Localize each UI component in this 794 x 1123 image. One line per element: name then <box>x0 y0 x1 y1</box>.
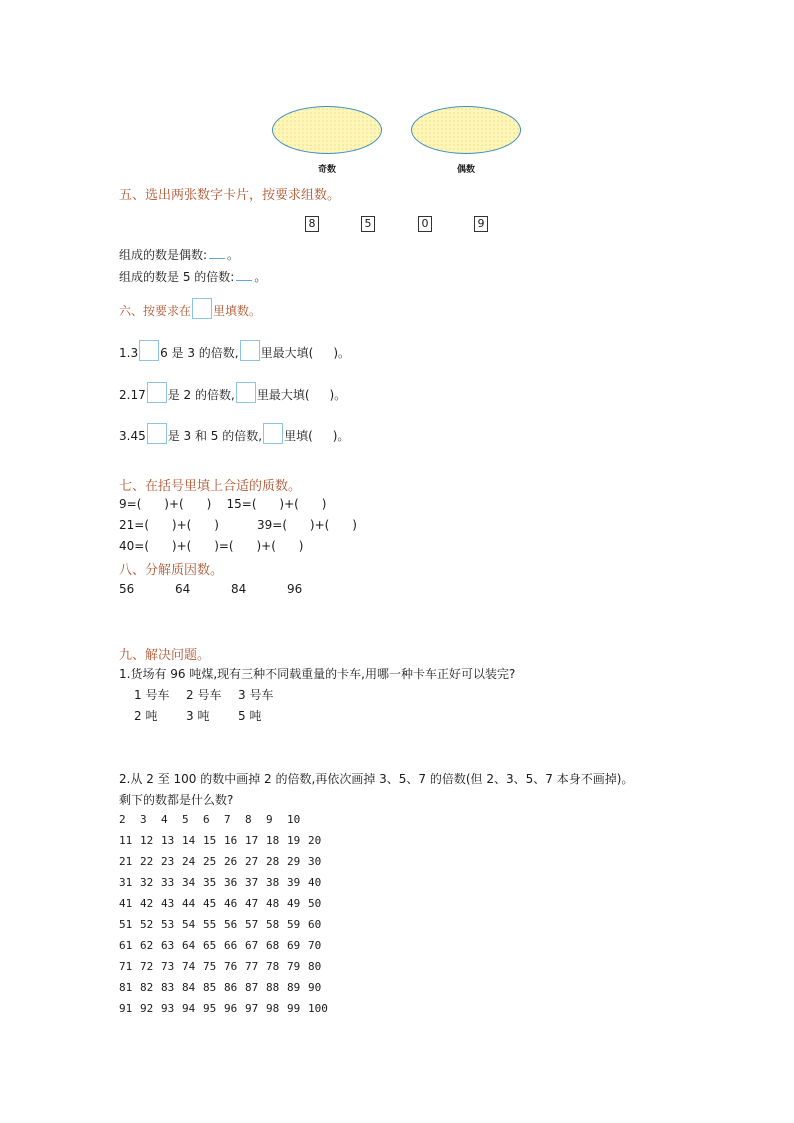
grid-number[interactable]: 66 <box>224 939 238 952</box>
heading-box-icon <box>192 298 212 319</box>
grid-number[interactable]: 50 <box>308 897 322 910</box>
grid-number[interactable]: 69 <box>287 939 301 952</box>
grid-number[interactable]: 88 <box>266 981 280 994</box>
grid-number[interactable]: 22 <box>140 855 154 868</box>
grid-number[interactable]: 11 <box>119 834 133 847</box>
number-grid-row <box>119 918 329 931</box>
grid-number[interactable]: 70 <box>308 939 322 952</box>
grid-number[interactable]: 60 <box>308 918 322 931</box>
grid-number[interactable]: 57 <box>245 918 259 931</box>
grid-number[interactable]: 20 <box>308 834 322 847</box>
number-grid-row <box>119 834 329 847</box>
grid-number[interactable]: 63 <box>161 939 175 952</box>
grid-number[interactable]: 25 <box>203 855 217 868</box>
grid-number[interactable]: 7 <box>224 813 231 826</box>
grid-number[interactable]: 52 <box>140 918 154 931</box>
digit-card-8: 8 <box>305 216 319 232</box>
grid-number[interactable]: 80 <box>308 960 322 973</box>
grid-number[interactable]: 47 <box>245 897 259 910</box>
truck-load: 2 吨 <box>134 709 158 723</box>
truck-label: 2 号车 <box>186 688 222 702</box>
grid-number[interactable]: 38 <box>266 876 280 889</box>
grid-number[interactable]: 93 <box>161 1002 175 1015</box>
grid-number[interactable]: 67 <box>245 939 259 952</box>
grid-number[interactable]: 56 <box>224 918 238 931</box>
grid-number[interactable]: 87 <box>245 981 259 994</box>
grid-number[interactable]: 5 <box>182 813 189 826</box>
grid-number[interactable]: 33 <box>161 876 175 889</box>
grid-number[interactable]: 65 <box>203 939 217 952</box>
even-number-blank[interactable] <box>209 248 225 259</box>
grid-number[interactable]: 84 <box>182 981 196 994</box>
multiple-of-5-line: 组成的数是 5 的倍数: 。 <box>119 270 267 284</box>
grid-number[interactable]: 27 <box>245 855 259 868</box>
grid-number[interactable]: 73 <box>161 960 175 973</box>
truck-label: 3 号车 <box>238 688 274 702</box>
even-number-line: 组成的数是偶数: 。 <box>119 248 240 262</box>
grid-number[interactable]: 62 <box>140 939 154 952</box>
grid-number[interactable]: 36 <box>224 876 238 889</box>
grid-number[interactable]: 83 <box>161 981 175 994</box>
grid-number[interactable]: 4 <box>161 813 168 826</box>
box-reference-icon <box>240 340 260 361</box>
grid-number[interactable]: 89 <box>287 981 301 994</box>
grid-number[interactable]: 28 <box>266 855 280 868</box>
question-6-1: 1.3 6 是 3 的倍数, 里最大填( )。 <box>119 340 350 361</box>
grid-number[interactable]: 12 <box>140 834 154 847</box>
grid-number[interactable]: 81 <box>119 981 133 994</box>
truck-load: 5 吨 <box>238 709 262 723</box>
number-grid-row <box>119 1002 329 1015</box>
grid-number[interactable]: 59 <box>287 918 301 931</box>
grid-number[interactable]: 37 <box>245 876 259 889</box>
grid-number[interactable]: 15 <box>203 834 217 847</box>
grid-number[interactable]: 91 <box>119 1002 133 1015</box>
section-5-heading: 五、选出两张数字卡片，按要求组数。 <box>119 188 341 203</box>
grid-number[interactable]: 26 <box>224 855 238 868</box>
grid-number[interactable]: 43 <box>161 897 175 910</box>
grid-number[interactable]: 75 <box>203 960 217 973</box>
prime-sum-line-3: 40=( )+( )=( )+( ) <box>119 539 304 553</box>
grid-number[interactable]: 98 <box>266 1002 280 1015</box>
even-number-prompt: 组成的数是偶数: <box>119 248 208 262</box>
digit-box[interactable] <box>139 340 159 361</box>
grid-number[interactable]: 23 <box>161 855 175 868</box>
number-grid-row <box>119 876 329 889</box>
grid-number[interactable]: 17 <box>245 834 259 847</box>
grid-number[interactable]: 53 <box>161 918 175 931</box>
grid-number[interactable]: 16 <box>224 834 238 847</box>
box-reference-icon <box>263 423 283 444</box>
grid-number[interactable]: 6 <box>203 813 210 826</box>
grid-number[interactable]: 55 <box>203 918 217 931</box>
grid-number[interactable]: 48 <box>266 897 280 910</box>
question-9-2-line-1: 2.从 2 至 100 的数中画掉 2 的倍数,再依次画掉 3、5、7 的倍数(但 2、3、5、7 本身不画掉)。 <box>119 772 634 786</box>
grid-number[interactable]: 13 <box>161 834 175 847</box>
even-numbers-label: 偶数 <box>456 165 475 175</box>
multiple-of-5-blank[interactable] <box>236 270 252 281</box>
box-reference-icon <box>236 382 256 403</box>
factor-number: 64 <box>175 582 191 596</box>
factor-number: 84 <box>231 582 247 596</box>
grid-number[interactable]: 77 <box>245 960 259 973</box>
question-6-3: 3.45 是 3 和 5 的倍数, 里填( )。 <box>119 423 349 444</box>
grid-number[interactable]: 100 <box>308 1002 328 1015</box>
grid-number[interactable]: 35 <box>203 876 217 889</box>
section-6-heading: 六、按要求在 里填数。 <box>119 298 261 319</box>
grid-number[interactable]: 29 <box>287 855 301 868</box>
grid-number[interactable]: 49 <box>287 897 301 910</box>
number-grid-row <box>119 981 329 994</box>
grid-number[interactable]: 8 <box>245 813 252 826</box>
section-8-heading: 八、分解质因数。 <box>119 563 224 578</box>
grid-number[interactable]: 42 <box>140 897 154 910</box>
grid-number[interactable]: 40 <box>308 876 322 889</box>
grid-number[interactable]: 68 <box>266 939 280 952</box>
grid-number[interactable]: 74 <box>182 960 196 973</box>
question-9-1: 1.货场有 96 吨煤,现有三种不同载重量的卡车,用哪一种卡车正好可以装完? <box>119 667 516 681</box>
multiple-of-5-prompt: 组成的数是 5 的倍数: <box>119 270 235 284</box>
grid-number[interactable]: 51 <box>119 918 133 931</box>
grid-number[interactable]: 86 <box>224 981 238 994</box>
number-grid-row <box>119 960 329 973</box>
grid-number[interactable]: 30 <box>308 855 322 868</box>
odd-numbers-oval <box>272 106 382 154</box>
truck-load: 3 吨 <box>186 709 210 723</box>
grid-number[interactable]: 2 <box>119 813 126 826</box>
grid-number[interactable]: 39 <box>287 876 301 889</box>
grid-number[interactable]: 95 <box>203 1002 217 1015</box>
question-9-2-line-2: 剩下的数都是什么数? <box>119 793 234 807</box>
grid-number[interactable]: 18 <box>266 834 280 847</box>
prime-sum-line-1: 9=( )+( ) 15=( )+( ) <box>119 497 327 511</box>
grid-number[interactable]: 96 <box>224 1002 238 1015</box>
grid-number[interactable]: 85 <box>203 981 217 994</box>
grid-number[interactable]: 90 <box>308 981 322 994</box>
grid-number[interactable]: 97 <box>245 1002 259 1015</box>
grid-number[interactable]: 61 <box>119 939 133 952</box>
number-grid-row <box>119 855 329 868</box>
grid-number[interactable]: 32 <box>140 876 154 889</box>
grid-number[interactable]: 72 <box>140 960 154 973</box>
grid-number[interactable]: 21 <box>119 855 133 868</box>
number-grid-row <box>119 897 329 910</box>
grid-number[interactable]: 58 <box>266 918 280 931</box>
factor-number: 96 <box>287 582 303 596</box>
section-9-heading: 九、解决问题。 <box>119 648 211 663</box>
grid-number[interactable]: 99 <box>287 1002 301 1015</box>
grid-number[interactable]: 71 <box>119 960 133 973</box>
grid-number[interactable]: 19 <box>287 834 301 847</box>
digit-box[interactable] <box>147 382 167 403</box>
prime-sum-line-2: 21=( )+( ) 39=( )+( ) <box>119 518 357 532</box>
grid-number[interactable]: 34 <box>182 876 196 889</box>
question-6-2: 2.17 是 2 的倍数, 里最大填( )。 <box>119 382 346 403</box>
number-grid-row <box>119 939 329 952</box>
digit-card-0: 0 <box>418 216 432 232</box>
grid-number[interactable]: 64 <box>182 939 196 952</box>
grid-number[interactable]: 44 <box>182 897 196 910</box>
grid-number[interactable]: 79 <box>287 960 301 973</box>
grid-number[interactable]: 46 <box>224 897 238 910</box>
grid-number[interactable]: 14 <box>182 834 196 847</box>
grid-number[interactable]: 9 <box>266 813 273 826</box>
odd-numbers-label: 奇数 <box>317 165 336 175</box>
grid-number[interactable]: 54 <box>182 918 196 931</box>
grid-number[interactable]: 24 <box>182 855 196 868</box>
grid-number[interactable]: 3 <box>140 813 147 826</box>
digit-card-5: 5 <box>361 216 375 232</box>
grid-number[interactable]: 45 <box>203 897 217 910</box>
number-grid-row <box>119 813 308 826</box>
grid-number[interactable]: 94 <box>182 1002 196 1015</box>
grid-number[interactable]: 31 <box>119 876 133 889</box>
grid-number[interactable]: 76 <box>224 960 238 973</box>
grid-number[interactable]: 78 <box>266 960 280 973</box>
factor-number: 56 <box>119 582 135 596</box>
even-numbers-oval <box>411 106 521 154</box>
digit-card-9: 9 <box>474 216 488 232</box>
grid-number[interactable]: 92 <box>140 1002 154 1015</box>
truck-label: 1 号车 <box>134 688 170 702</box>
grid-number[interactable]: 10 <box>287 813 301 826</box>
grid-number[interactable]: 82 <box>140 981 154 994</box>
section-7-heading: 七、在括号里填上合适的质数。 <box>119 479 302 494</box>
grid-number[interactable]: 41 <box>119 897 133 910</box>
digit-box[interactable] <box>147 423 167 444</box>
